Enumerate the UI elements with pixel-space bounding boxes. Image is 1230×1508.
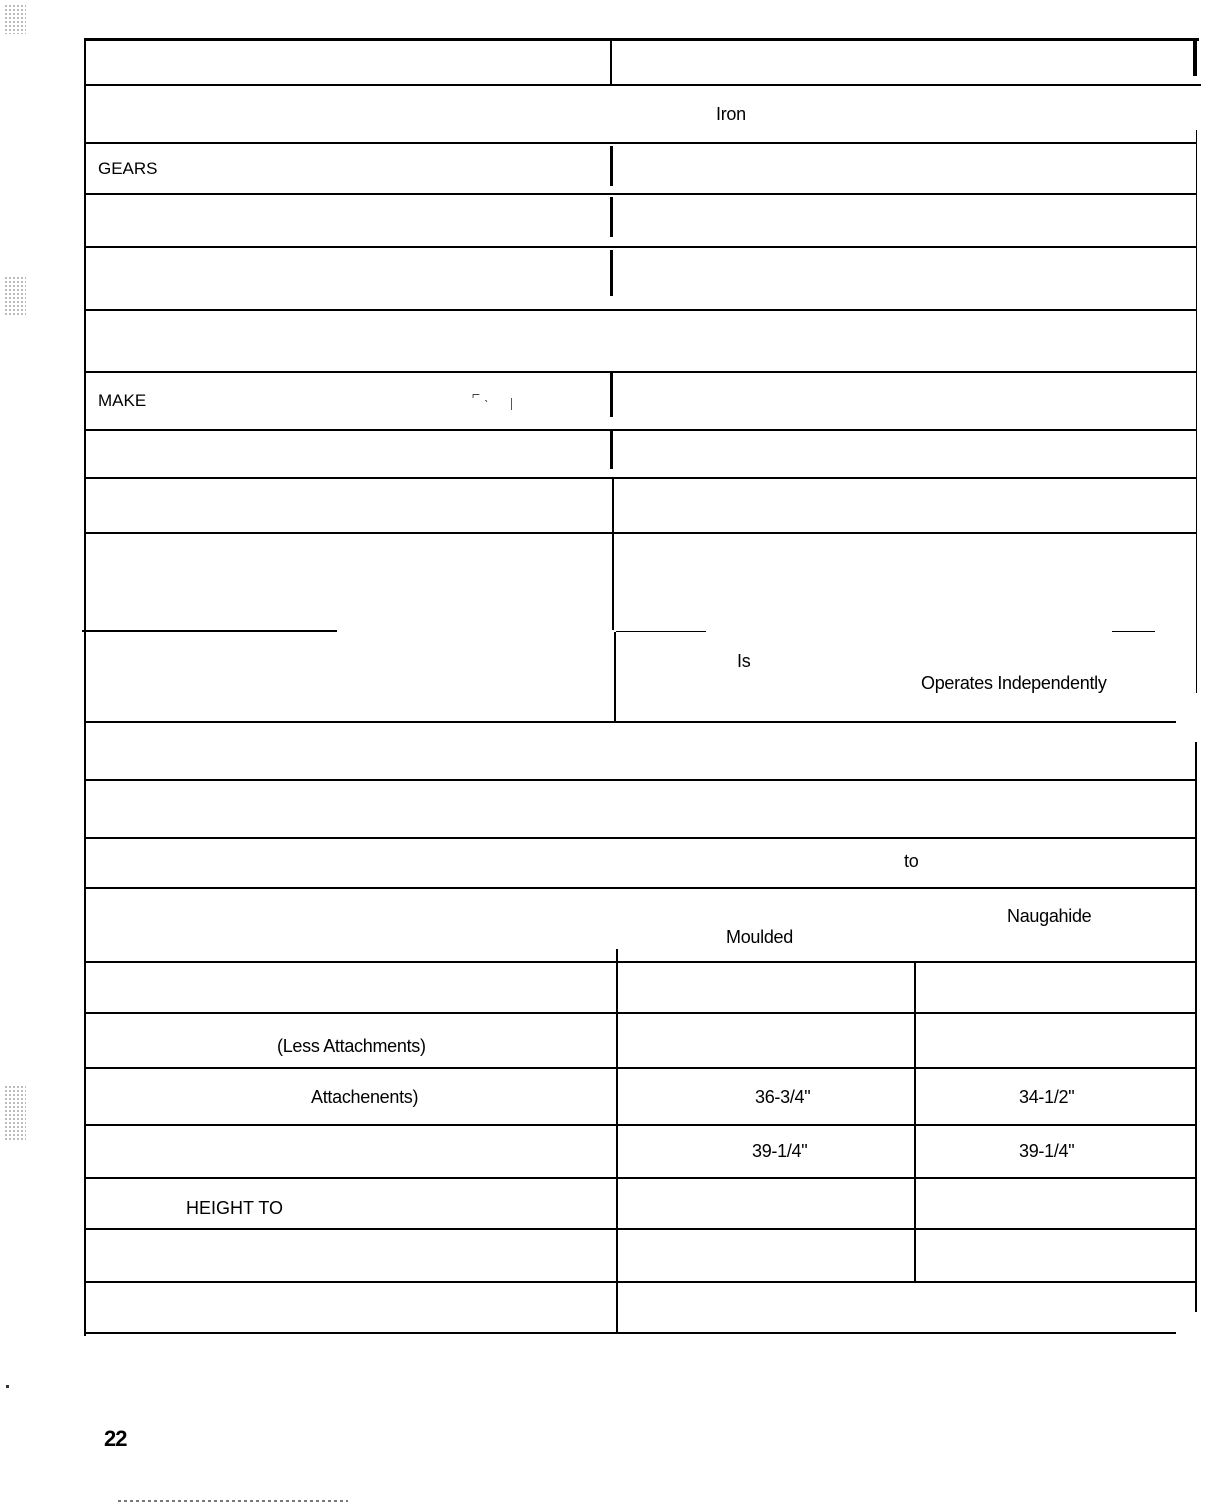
table-border-left xyxy=(84,38,86,1336)
column-divider xyxy=(610,373,613,417)
row-divider xyxy=(86,1124,1197,1126)
row-divider xyxy=(86,371,1197,373)
table-border-top xyxy=(84,38,1199,41)
row-divider-broken xyxy=(616,631,706,632)
header-naugahide: Naugahide xyxy=(1007,906,1092,926)
row-divider xyxy=(86,721,1176,723)
cell-value-naugahide-1: 34-1/2" xyxy=(1019,1087,1075,1107)
margin-speckle xyxy=(4,4,26,34)
margin-speckle xyxy=(4,276,26,316)
cell-less-attachments: (Less Attachments) xyxy=(277,1036,426,1056)
column-divider xyxy=(616,949,618,1333)
row-divider xyxy=(86,887,1197,889)
row-divider xyxy=(86,961,1197,963)
cell-iron: Iron xyxy=(716,104,746,124)
cell-make: MAKE xyxy=(98,391,147,410)
row-divider xyxy=(86,1067,1197,1069)
cell-to: to xyxy=(904,851,919,871)
row-divider xyxy=(86,193,1197,195)
row-divider xyxy=(86,1012,1197,1014)
row-divider xyxy=(86,246,1197,248)
stray-tick-mark xyxy=(511,398,512,410)
row-divider xyxy=(86,84,1201,86)
row-divider xyxy=(86,142,1197,144)
row-divider xyxy=(86,1281,1197,1283)
row-divider xyxy=(86,1177,1197,1179)
bottom-scan-noise xyxy=(118,1500,348,1502)
cell-value-moulded-1: 36-3/4" xyxy=(755,1087,811,1107)
cell-is: Is xyxy=(737,651,751,671)
row-divider xyxy=(86,309,1197,311)
row-divider xyxy=(86,1228,1197,1230)
smudge-mark: ⌐ ˎ xyxy=(472,386,489,402)
table-border-right xyxy=(1195,742,1197,1312)
column-divider xyxy=(614,632,616,722)
cell-height-to: HEIGHT TO xyxy=(186,1198,284,1218)
cell-gears: GEARS xyxy=(98,159,158,178)
row-divider-broken xyxy=(1112,631,1155,632)
table-border-right xyxy=(1193,38,1197,76)
table-border-bottom xyxy=(84,1332,1176,1334)
row-divider xyxy=(86,477,1197,479)
row-divider-broken xyxy=(82,630,337,632)
cell-attachments: Attachenents) xyxy=(311,1087,419,1107)
subcolumn-tick xyxy=(914,1281,932,1283)
column-divider xyxy=(612,479,614,630)
column-divider xyxy=(610,431,613,469)
column-divider xyxy=(610,40,612,84)
column-divider xyxy=(610,146,613,186)
cell-value-moulded-2: 39-1/4" xyxy=(752,1141,808,1161)
row-divider xyxy=(86,779,1197,781)
column-divider xyxy=(610,197,613,237)
cell-value-naugahide-2: 39-1/4" xyxy=(1019,1141,1075,1161)
row-divider xyxy=(86,429,1197,431)
table-border-right xyxy=(1196,130,1197,693)
margin-speckle xyxy=(4,1085,26,1141)
subcolumn-tick xyxy=(914,961,932,963)
cell-operates-independently: Operates Independently xyxy=(921,673,1107,693)
margin-dot xyxy=(6,1385,9,1388)
page-number: 22 xyxy=(104,1426,127,1451)
header-moulded: Moulded xyxy=(726,927,793,947)
subcolumn-divider xyxy=(914,961,916,1283)
row-divider xyxy=(86,532,1197,534)
column-divider xyxy=(610,250,613,296)
row-divider xyxy=(86,837,1197,839)
